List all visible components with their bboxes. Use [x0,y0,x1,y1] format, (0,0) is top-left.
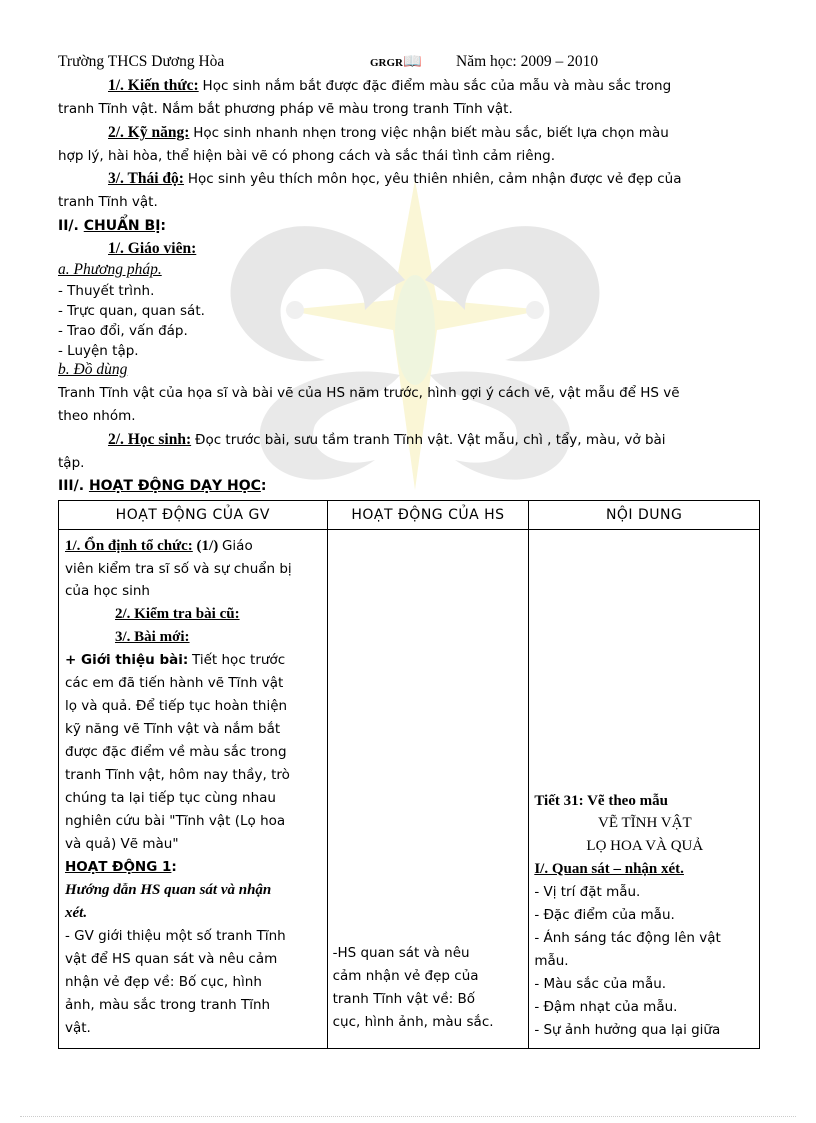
content-item: - Vị trí đặt mẫu. [534,884,641,900]
page-bottom-border [20,1116,796,1117]
header-ornament: GRGR📖 [370,54,422,70]
knowledge-label: 1/. Kiến thức: [108,77,199,94]
content-item: mẫu. [534,953,569,969]
lesson-title: Tiết 31: Vẽ theo mẫu [534,793,668,809]
skills-line-1: Học sinh nhanh nhẹn trong việc nhận biết màu sắc, biết lựa chọn màu [193,125,669,141]
gv-line: nhận vẻ đẹp về: Bố cục, hình [65,974,262,990]
knowledge-paragraph [108,75,671,97]
method-item: - Thuyết trình. [58,283,155,299]
method-item: - Trực quan, quan sát. [58,303,205,319]
skills-line-2: hợp lý, hài hòa, thể hiện bài vẽ có phong cách và sắc thái tình cảm riêng. [58,148,556,164]
gv-line: ảnh, màu sắc trong tranh Tĩnh [65,997,271,1013]
hs-line: tranh Tĩnh vật về: Bố [332,991,476,1007]
skills-paragraph [108,122,669,144]
attitude-line-1: Học sinh yêu thích môn học, yêu thiên nhiên, cảm nhận được vẻ đẹp của [187,171,682,187]
intro-line: + Giới thiệu bài: Tiết học trước [65,652,286,668]
intro-line: lọ và quả. Để tiếp tục hoàn thiện [65,698,288,714]
content-item: - Đậm nhạt của mẫu. [534,999,678,1015]
teacher-activity-cell [59,530,328,1049]
content-item: - Đặc điểm của mẫu. [534,907,675,923]
student-activity-cell [327,530,529,1049]
tools-title: b. Đồ dùng [58,361,128,378]
knowledge-line-2: tranh Tĩnh vật. Nắm bắt phương pháp vẽ màu trong tranh Tĩnh vật. [58,101,513,117]
gv-line: vật. [65,1020,91,1036]
intro-line: chúng ta lại tiếp tục cùng nhau [65,790,276,806]
content-cell [529,530,760,1049]
method-title: a. Phương pháp. [58,261,162,278]
skills-label: 2/. Kỹ năng: [108,124,190,141]
attitude-line-2: tranh Tĩnh vật. [58,194,158,210]
content-item: - Sự ảnh hưởng qua lại giữa [534,1022,721,1038]
guide-line-2: xét. [65,905,88,921]
tools-line-1: Tranh Tĩnh vật của họa sĩ và bài vẽ của HS năm trước, hình gợi ý cách vẽ, vật mẫu để HS vẽ [58,385,680,401]
hs-line: cục, hình ảnh, màu sắc. [332,1014,494,1030]
method-item: - Luyện tập. [58,343,139,359]
activities-heading: III/. HOẠT ĐỘNG DẠY HỌC: [58,478,267,494]
intro-line: kỹ năng vẽ Tĩnh vật và nắm bắt [65,721,281,737]
student-label: 2/. Học sinh: [108,431,192,448]
org-line-3: của học sinh [65,583,150,599]
org-line: 1/. Ổn định tổ chức: (1/) Giáo [65,538,253,554]
intro-line: các em đã tiến hành vẽ Tĩnh vật [65,675,284,691]
book-icon: 📖 [403,54,422,70]
content-item: - Ánh sáng tác động lên vật [534,930,721,946]
attitude-paragraph [108,168,681,190]
school-year: Năm học: 2009 – 2010 [456,53,599,70]
teacher-label: 1/. Giáo viên: [108,240,197,257]
gv-line: vật để HS quan sát và nêu cảm [65,951,278,967]
col-header-content: NỘI DUNG [529,501,760,530]
student-line-1: Đọc trước bài, sưu tầm tranh Tĩnh vật. Vật mẫu, chì , tẩy, màu, vở bài [194,432,666,448]
school-name: Trường THCS Dương Hòa [58,53,225,70]
guide-line-1: Hướng dẫn HS quan sát và nhận [65,882,272,898]
method-item: - Trao đổi, vấn đáp. [58,323,188,339]
col-header-teacher: HOẠT ĐỘNG CỦA GV [59,501,328,530]
lesson-subtitle-1: VẼ TĨNH VẬT [598,815,692,831]
intro-line: nghiên cứu bài "Tĩnh vật (Lọ hoa [65,813,286,829]
activity-1-heading: HOẠT ĐỘNG 1: [65,859,177,875]
attitude-label: 3/. Thái độ: [108,170,184,187]
knowledge-line-1: Học sinh nắm bắt được đặc điểm màu sắc của mẫu và màu sắc trong [202,78,672,94]
check-old-lesson: 2/. Kiểm tra bài cũ: [115,606,240,622]
lesson-subtitle-2: LỌ HOA VÀ QUẢ [586,838,704,854]
intro-line: và quả) Vẽ màu" [65,836,179,852]
org-line-2: viên kiểm tra sĩ số và sự chuẩn bị [65,561,292,577]
observe-section: I/. Quan sát – nhận xét. [534,861,684,877]
activities-table [58,500,760,1049]
tools-line-2: theo nhóm. [58,408,136,424]
content-item: - Màu sắc của mẫu. [534,976,667,992]
new-lesson: 3/. Bài mới: [115,629,190,645]
col-header-student: HOẠT ĐỘNG CỦA HS [327,501,529,530]
student-line-2: tập. [58,455,85,471]
intro-line: được đặc điểm về màu sắc trong [65,744,287,760]
hs-line: -HS quan sát và nêu [332,945,470,961]
preparation-heading: II/. CHUẨN BỊ: [58,218,167,234]
intro-line: tranh Tĩnh vật, hôm nay thầy, trò [65,767,290,783]
student-paragraph [108,429,666,451]
hs-line: cảm nhận vẻ đẹp của [332,968,479,984]
gv-line: - GV giới thiệu một số tranh Tĩnh [65,928,286,944]
